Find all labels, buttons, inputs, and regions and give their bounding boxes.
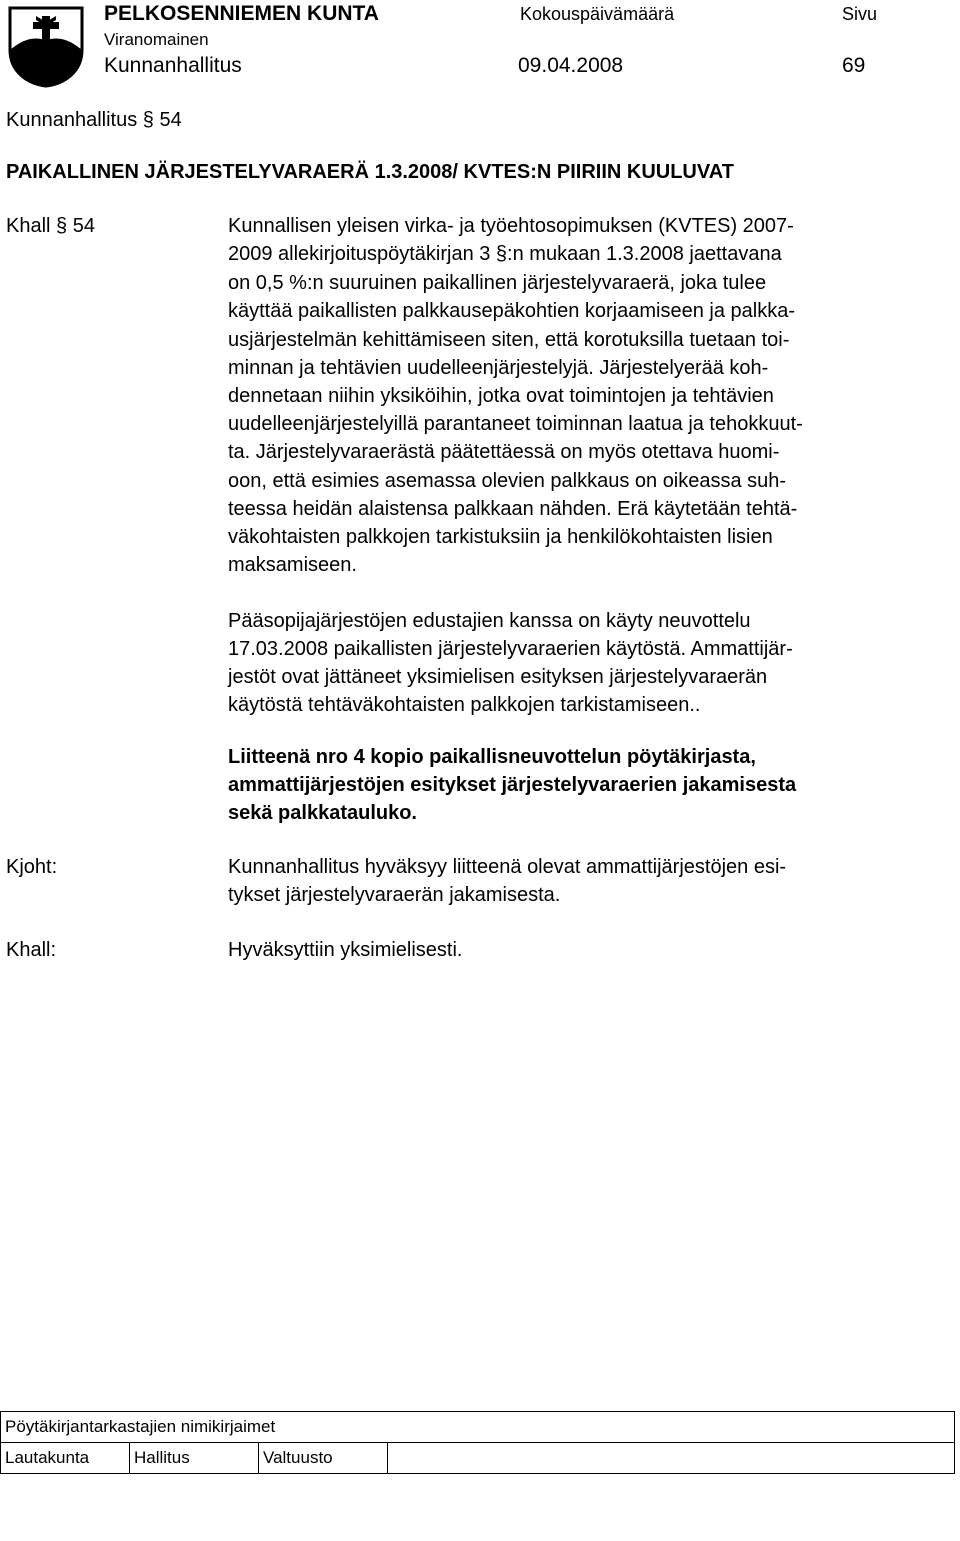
main-line: dennetaan niihin yksiköihin, jotka ovat toimintojen ja tehtävien bbox=[228, 385, 774, 407]
main-line: minnan ja tehtävien uudelleenjärjestelyjä. Järjestelyerää koh- bbox=[228, 357, 769, 379]
page-number: 69 bbox=[842, 54, 866, 77]
main-line: oon, että esimies asemassa olevien palkkaus on oikeassa suh- bbox=[228, 470, 787, 492]
negotiation-line: käytöstä tehtäväkohtaisten palkkojen tarkistamiseen.. bbox=[228, 694, 701, 716]
meeting-date: 09.04.2008 bbox=[518, 54, 624, 77]
negotiation-line: 17.03.2008 paikallisten järjestelyvaraerien käytöstä. Ammattijär- bbox=[228, 638, 793, 660]
signature-cell-valtuusto: Valtuusto bbox=[259, 1443, 388, 1474]
municipality-name: PELKOSENNIEMEN KUNTA bbox=[104, 2, 379, 25]
page-label: Sivu bbox=[842, 4, 878, 24]
attachment-line: sekä palkkatauluko. bbox=[228, 802, 417, 824]
attachment-line: Liitteenä nro 4 kopio paikallisneuvottelun pöytäkirjasta, bbox=[228, 746, 756, 768]
coat-of-arms-logo bbox=[6, 6, 86, 88]
main-line: 2009 allekirjoituspöytäkirjan 3 §:n mukaan 1.3.2008 jaettavana bbox=[228, 243, 782, 265]
kjoht-line: tykset järjestelyvaraerän jakamisesta. bbox=[228, 884, 561, 906]
signature-table bbox=[0, 1411, 955, 1474]
kjoht-line: Kunnanhallitus hyväksyy liitteenä olevat ammattijärjestöjen esi- bbox=[228, 856, 787, 878]
negotiation-line: jestöt ovat jättäneet yksimielisen esityksen järjestelyvaraerän bbox=[228, 666, 768, 688]
signature-cell-empty bbox=[388, 1443, 955, 1474]
khall-label: Khall: bbox=[6, 939, 57, 961]
khall-decision: Hyväksyttiin yksimielisesti. bbox=[228, 939, 463, 961]
signature-cell-hallitus: Hallitus bbox=[130, 1443, 259, 1474]
section-reference: Kunnanhallitus § 54 bbox=[6, 109, 182, 131]
khall-section-label: Khall § 54 bbox=[6, 215, 95, 237]
authority-label: Viranomainen bbox=[104, 30, 209, 49]
signature-cell-lautakunta: Lautakunta bbox=[1, 1443, 130, 1474]
main-line: teessa heidän alaistensa palkkaan nähden. Erä käytetään tehtä- bbox=[228, 498, 798, 520]
main-line: maksamiseen. bbox=[228, 554, 357, 576]
main-line: usjärjestelmän kehittämiseen siten, että korotuksilla tuetaan toi- bbox=[228, 329, 790, 351]
attachment-line: ammattijärjestöjen esitykset järjestelyvaraerien jakamisesta bbox=[228, 774, 797, 796]
negotiation-line: Pääsopijajärjestöjen edustajien kanssa on käyty neuvottelu bbox=[228, 610, 751, 632]
main-line: uudelleenjärjestelyillä parantaneet toiminnan laatua ja tehokkuut- bbox=[228, 413, 803, 435]
signatures-label: Pöytäkirjantarkastajien nimikirjaimet bbox=[1, 1412, 955, 1443]
main-line: väkohtaisten palkkojen tarkistuksiin ja henkilökohtaisten lisien bbox=[228, 526, 773, 548]
main-line: käyttää paikallisten palkkausepäkohtien korjaamiseen ja palkka- bbox=[228, 300, 795, 322]
date-label: Kokouspäivämäärä bbox=[520, 4, 675, 24]
main-line: on 0,5 %:n suuruinen paikallinen järjestelyvaraerä, joka tulee bbox=[228, 272, 767, 294]
main-line: ta. Järjestelyvaraerästä päätettäessä on myös otettava huomi- bbox=[228, 441, 780, 463]
body-name: Kunnanhallitus bbox=[104, 54, 242, 77]
main-line: Kunnallisen yleisen virka- ja työehtosopimuksen (KVTES) 2007- bbox=[228, 215, 794, 237]
kjoht-label: Kjoht: bbox=[6, 856, 58, 878]
section-title: PAIKALLINEN JÄRJESTELYVARAERÄ 1.3.2008/ KVTES:N PIIRIIN KUULUVAT bbox=[6, 161, 734, 183]
